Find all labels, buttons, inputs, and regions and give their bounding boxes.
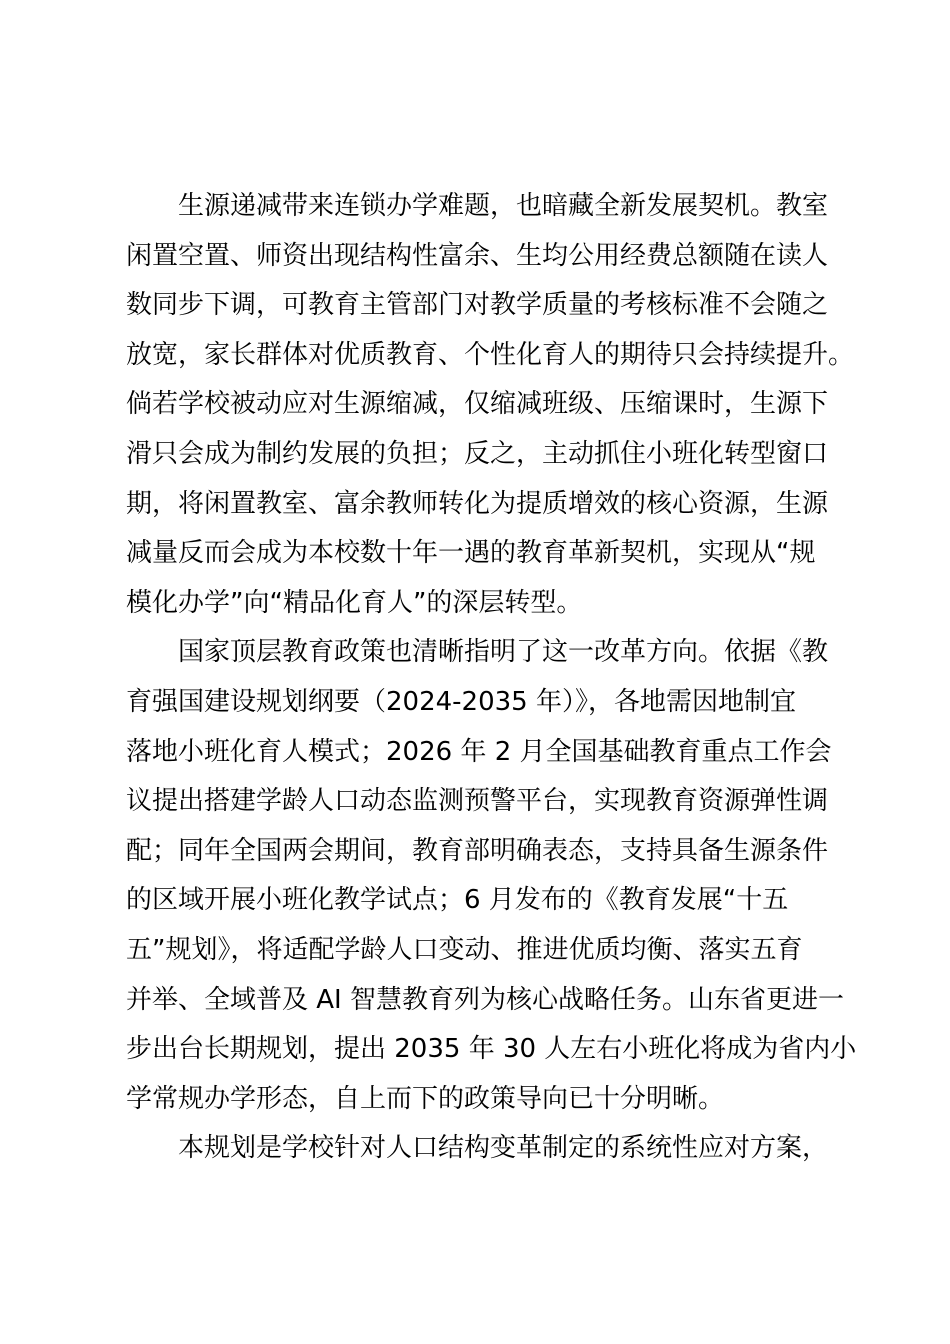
- paragraph-2: [126, 628, 857, 1124]
- text-line: 放宽，家长群体对优质教育、个性化育人的期待只会持续提升。: [126, 339, 855, 370]
- text-line: 议提出搭建学龄人口动态监测预警平台，实现教育资源弹性调: [126, 786, 829, 817]
- text-line: 落地小班化育人模式；2026 年 2 月全国基础教育重点工作会: [126, 736, 832, 767]
- paragraph-3: [126, 1124, 834, 1174]
- text-line: 步出台长期规划，提出 2035 年 30 人左右小班化将成为省内小: [126, 1034, 857, 1065]
- text-line: 闲置空置、师资出现结构性富余、生均公用经费总额随在读人: [126, 240, 829, 271]
- paragraph-1: [126, 182, 855, 628]
- text-line: 倘若学校被动应对生源缩减，仅缩减班级、压缩课时，生源下: [126, 389, 829, 420]
- text-line: 数同步下调，可教育主管部门对教学质量的考核标准不会随之: [126, 290, 829, 321]
- text-line: 国家顶层教育政策也清晰指明了这一改革方向。依据《教: [178, 637, 829, 668]
- text-line: 减量反而会成为本校数十年一遇的教育革新契机，实现从“规: [126, 538, 816, 569]
- document-body: [126, 182, 857, 1174]
- text-line: 滑只会成为制约发展的负担；反之，主动抓住小班化转型窗口: [126, 438, 829, 469]
- text-line: 并举、全域普及 AI 智慧教育列为核心战略任务。山东省更进一: [126, 984, 844, 1015]
- text-line: 模化办学”向“精品化育人”的深层转型。: [126, 587, 583, 618]
- text-line: 五”规划》，将适配学龄人口变动、推进优质均衡、落实五育: [126, 934, 803, 965]
- text-line: 本规划是学校针对人口结构变革制定的系统性应对方案，: [178, 1133, 829, 1164]
- text-line: 生源递减带来连锁办学难题，也暗藏全新发展契机。教室: [178, 191, 829, 221]
- text-line: 期，将闲置教室、富余教师转化为提质增效的核心资源，生源: [126, 488, 829, 519]
- text-line: 的区域开展小班化教学试点；6 月发布的《教育发展“十五: [126, 885, 789, 916]
- text-line: 育强国建设规划纲要（2024-2035 年）》，各地需因地制宜: [126, 686, 796, 717]
- text-line: 配；同年全国两会期间，教育部明确表态，支持具备生源条件: [126, 835, 829, 866]
- text-line: 学常规办学形态，自上而下的政策导向已十分明晰。: [126, 1083, 725, 1114]
